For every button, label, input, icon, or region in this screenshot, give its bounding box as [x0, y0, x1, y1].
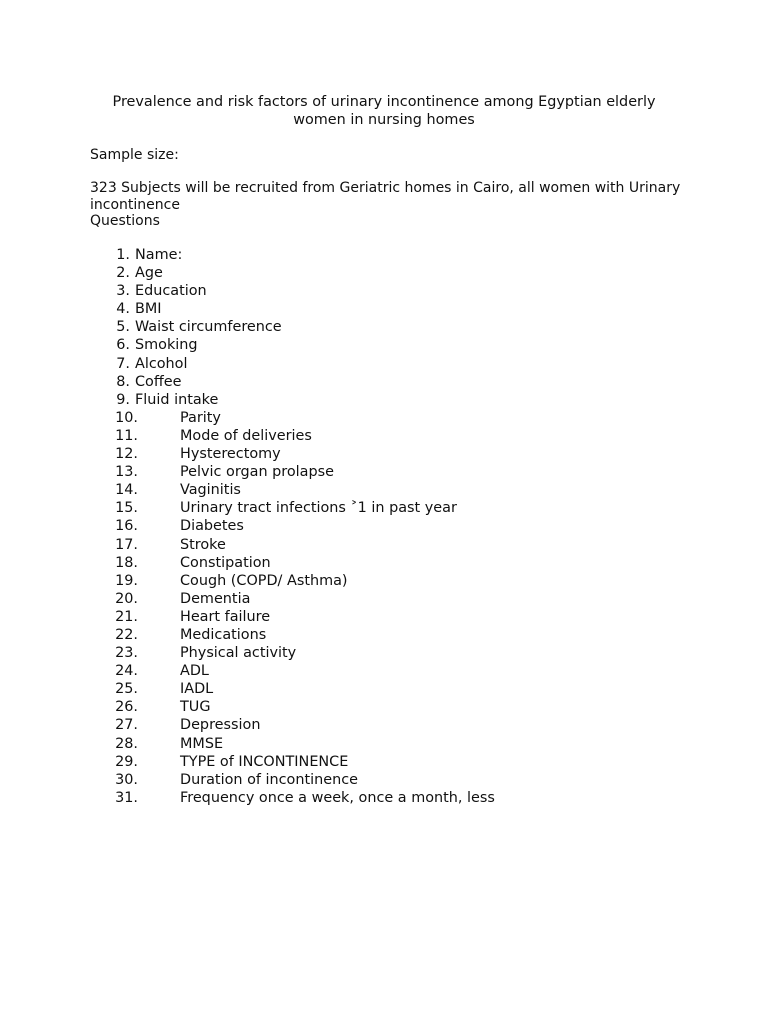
question-number: 24. [115, 663, 138, 680]
question-number: 18. [115, 554, 138, 571]
question-text: Pelvic organ prolapse [180, 464, 334, 481]
question-text: Age [135, 265, 163, 282]
question-number: 1. [116, 247, 130, 263]
question-number: 26. [115, 699, 138, 716]
question-number: 17. [115, 536, 138, 553]
question-text: Cough (COPD/ Asthma) [180, 572, 348, 589]
question-item [0, 753, 768, 771]
sample-size-label: Sample size: [90, 147, 179, 163]
question-text: Urinary tract infections ˃1 in past year [180, 500, 457, 517]
question-text: Fluid intake [135, 391, 219, 408]
question-item [0, 499, 768, 517]
question-number: 27. [115, 717, 138, 734]
question-item [0, 662, 768, 680]
question-text: Name: [135, 247, 183, 263]
question-text: Waist circumference [135, 319, 282, 336]
question-number: 2. [116, 265, 130, 282]
question-number: 9. [116, 391, 130, 408]
question-number: 23. [115, 645, 138, 662]
question-text: Hysterectomy [180, 446, 281, 463]
question-number: 10. [115, 409, 138, 426]
question-item [0, 771, 768, 789]
question-text: Medications [180, 626, 267, 643]
question-text: Parity [180, 409, 221, 426]
question-number: 16. [115, 518, 138, 535]
question-number: 29. [115, 753, 138, 770]
question-item [0, 300, 768, 318]
question-number: 7. [116, 355, 130, 372]
question-item [0, 680, 768, 698]
question-text: Constipation [180, 554, 271, 571]
question-item [0, 716, 768, 734]
question-item [0, 318, 768, 336]
question-item [0, 554, 768, 572]
question-item [0, 391, 768, 409]
question-number: 31. [115, 789, 138, 806]
question-item [0, 373, 768, 391]
question-text: BMI [135, 301, 162, 318]
question-item [0, 590, 768, 608]
question-text: Coffee [135, 373, 182, 390]
question-number: 15. [115, 500, 138, 517]
question-item [0, 626, 768, 644]
question-text: Mode of deliveries [180, 427, 312, 444]
question-number: 14. [115, 482, 138, 499]
question-item [0, 698, 768, 716]
document-title: Prevalence and risk factors of urinary incontinence among Egyptian elderly women in nursing homes [112, 94, 656, 128]
question-item [0, 536, 768, 554]
question-item [0, 735, 768, 753]
question-number: 19. [115, 572, 138, 589]
question-item [0, 789, 768, 807]
question-text: Frequency once a week, once a month, less [180, 789, 495, 806]
question-number: 25. [115, 681, 138, 698]
question-item [0, 572, 768, 590]
question-text: Stroke [180, 536, 226, 553]
question-text: Dementia [180, 590, 251, 607]
subjects-description: 323 Subjects will be recruited from Geriatric homes in Cairo, all women with Urinary incontinence [90, 180, 681, 213]
question-item [0, 264, 768, 282]
question-number: 30. [115, 771, 138, 788]
questions-list [0, 246, 768, 807]
question-text: TYPE of INCONTINENCE [180, 753, 349, 770]
question-item [0, 427, 768, 445]
question-item [0, 517, 768, 535]
question-text: Smoking [135, 337, 198, 354]
question-text: Education [135, 283, 207, 300]
question-number: 5. [116, 319, 130, 336]
question-number: 6. [116, 337, 130, 354]
question-item [0, 282, 768, 300]
question-item [0, 409, 768, 427]
question-number: 22. [115, 626, 138, 643]
question-number: 12. [115, 446, 138, 463]
question-number: 28. [115, 735, 138, 752]
question-item [0, 644, 768, 662]
question-number: 13. [115, 464, 138, 481]
question-text: Heart failure [180, 608, 271, 625]
question-text: ADL [180, 663, 209, 680]
question-item [0, 463, 768, 481]
question-number: 4. [116, 301, 130, 318]
question-text: Vaginitis [180, 482, 241, 499]
question-number: 20. [115, 590, 138, 607]
question-item [0, 481, 768, 499]
question-item [0, 445, 768, 463]
question-text: IADL [180, 681, 214, 698]
question-text: Diabetes [180, 518, 244, 535]
question-text: Alcohol [135, 355, 188, 372]
question-item [0, 246, 768, 264]
questions-heading: Questions [90, 213, 160, 229]
question-number: 8. [116, 373, 130, 390]
question-item [0, 608, 768, 626]
question-number: 11. [115, 427, 138, 444]
question-number: 3. [116, 283, 130, 300]
question-number: 21. [115, 608, 138, 625]
question-text: Duration of incontinence [180, 771, 358, 788]
question-text: MMSE [180, 735, 224, 752]
question-text: TUG [180, 699, 211, 716]
question-item [0, 355, 768, 373]
question-text: Physical activity [180, 645, 297, 662]
question-item [0, 336, 768, 354]
question-text: Depression [180, 717, 261, 734]
